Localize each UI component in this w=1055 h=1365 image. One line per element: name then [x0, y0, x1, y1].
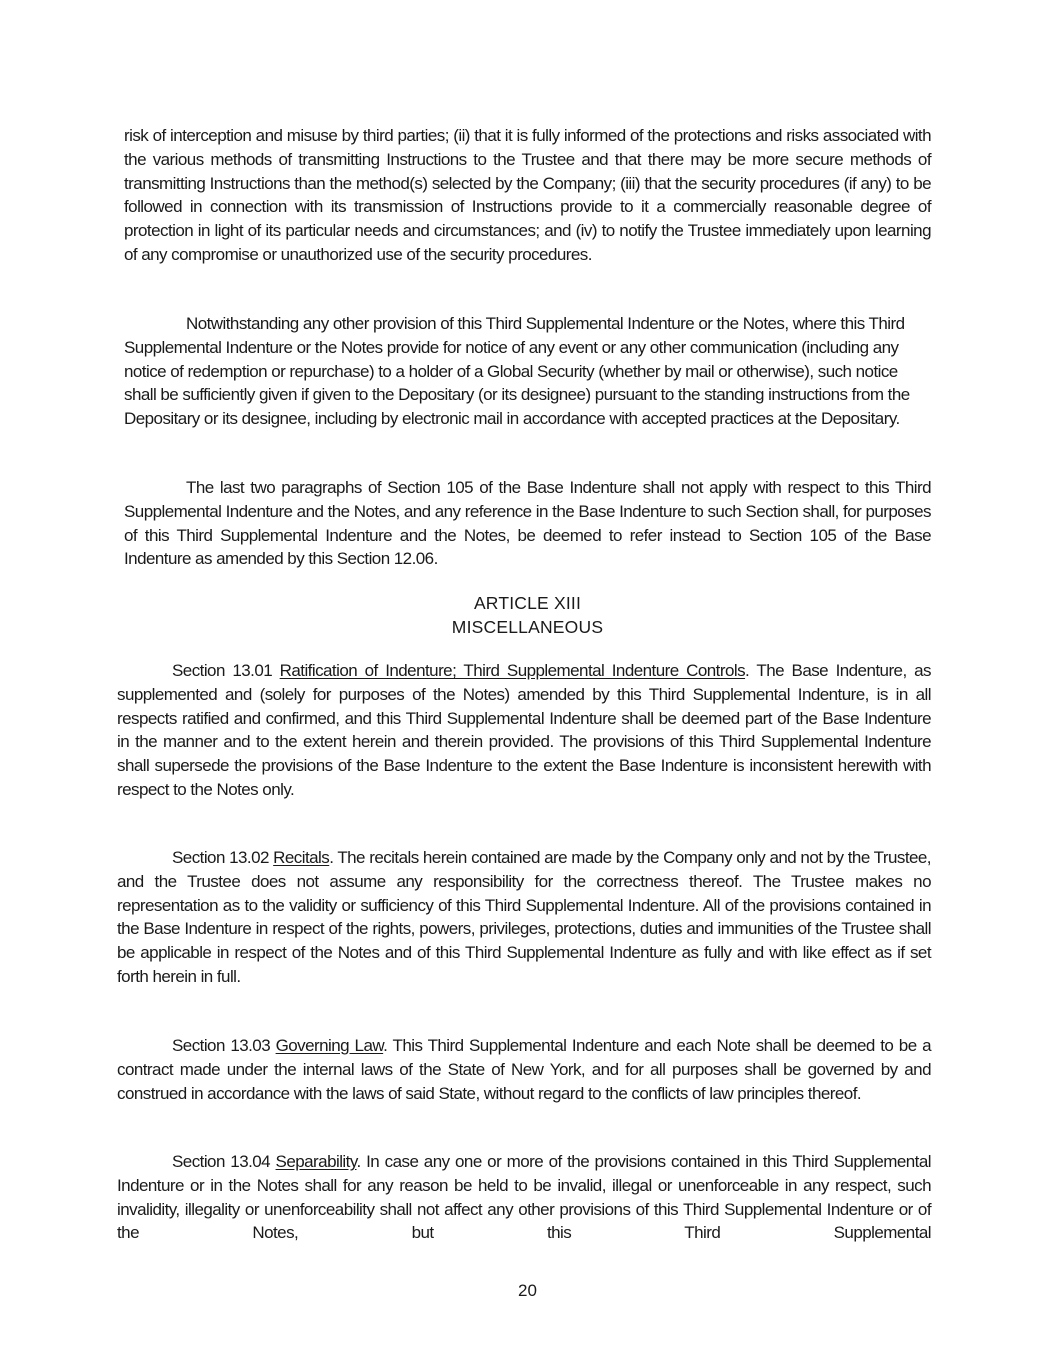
- section-title: Governing Law: [275, 1036, 384, 1055]
- section-number: Section 13.03: [172, 1036, 271, 1055]
- section-number: Section 13.04: [172, 1152, 271, 1171]
- section-body: . This Third Supplemental Indenture and each Note shall be deemed to be a contract made under the internal laws of the State of New York, and for all purposes shall be governed by and construed in accordance with the laws of said State, without regard to the conflicts of law principles thereof.: [117, 1036, 931, 1103]
- page-number: 20: [518, 1281, 537, 1300]
- section-13-01: [117, 659, 931, 802]
- section-title: Separability: [275, 1152, 357, 1171]
- article-number: ARTICLE XIII: [473, 593, 582, 613]
- section-13-04: [117, 1150, 931, 1245]
- section-body: . In case any one or more of the provisions contained in this Third Supplemental Indenture or in the Notes shall for any reason be held to be invalid, illegal or unenforceable in any respect, such invalidity, illegality or unenforceability shall not affect any other provisions of this Third Supplemental Indenture or of the Notes, but this Third Supplemental: [117, 1152, 931, 1243]
- paragraph-notice-to-depositary: Notwithstanding any other provision of this Third Supplemental Indenture or the Notes, where this Third Supplemental Indenture or the Notes provide for notice of any event or any other communication (including any notice of redemption or repurchase) to a holder of a Global Security (whether by mail or otherwise), such notice shall be sufficiently given if given to the Depositary (or its designee) pursuant to the standing instructions from the Depositary or its designee, including by electronic mail in accordance with accepted practices at the Depositary.: [124, 314, 910, 429]
- section-number: Section 13.01: [172, 661, 273, 680]
- paragraph-section-105: The last two paragraphs of Section 105 of the Base Indenture shall not apply with respect to this Third Supplemental Indenture and the Notes, and any reference in the Base Indenture to such Section shall, for purposes of this Third Supplemental Indenture and the Notes, be deemed to refer instead to Section 105 of the Base Indenture as amended by this Section 12.06.: [124, 478, 931, 569]
- section-number: Section 13.02: [172, 848, 269, 867]
- section-body: . The Base Indenture, as supplemented and (solely for purposes of the Notes) amended by this Third Supplemental Indenture, is in all respects ratified and confirmed, and this Third Supplemental Indenture shall be deemed part of the Base Indenture in the manner and to the extent herein and therein provided. The provisions of this Third Supplemental Indenture shall supersede the provisions of the Base Indenture to the extent the Base Indenture is inconsistent herewith with respect to the Notes only.: [117, 661, 931, 799]
- section-title: Recitals: [273, 848, 330, 867]
- section-13-02: [117, 846, 931, 989]
- section-13-03: [117, 1034, 931, 1105]
- article-title: MISCELLANEOUS: [451, 617, 604, 637]
- paragraph-security-procedures: risk of interception and misuse by third parties; (ii) that it is fully informed of the protections and risks associated with the various methods of transmitting Instructions to the Trustee and that there may be more secure methods of transmitting Instructions than the method(s) selected by the Company; (iii) that the security procedures (if any) to be followed in connection with its transmission of Instructions provide to it a commercially reasonable degree of protection in light of its particular needs and circumstances; and (iv) to notify the Trustee immediately upon learning of any compromise or unauthorized use of the security procedures.: [124, 126, 931, 264]
- section-body: . The recitals herein contained are made by the Company only and not by the Trustee, and the Trustee does not assume any responsibility for the correctness thereof. The Trustee makes no representation as to the validity or sufficiency of this Third Supplemental Indenture. All of the provisions contained in the Base Indenture in respect of the rights, powers, privileges, protections, duties and immunities of the Trustee shall be applicable in respect of the Notes and of this Third Supplemental Indenture as fully and with like effect as if set forth herein in full.: [117, 848, 931, 986]
- section-title: Ratification of Indenture; Third Supplemental Indenture Controls: [279, 661, 746, 680]
